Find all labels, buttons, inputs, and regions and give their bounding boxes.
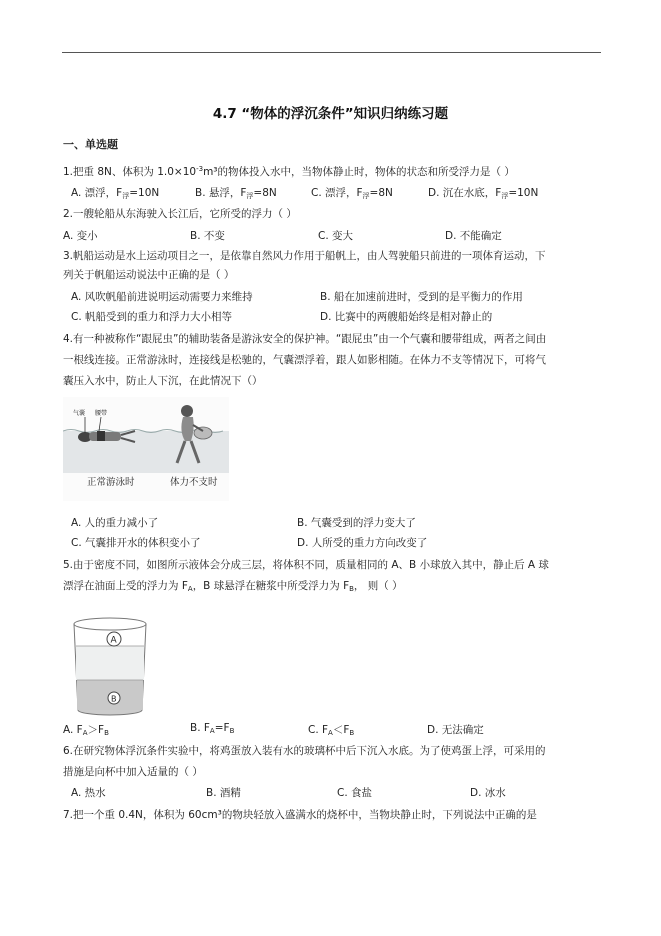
q1-option-a[interactable]: A. 漂浮，$F_浮=10N$ (71, 187, 160, 200)
question-4-line-1: 4.有一种被称作“跟屁虫”的辅助装备是游泳安全的保护神。“跟屁虫”由一个气囊和腰带组成，两者之间由 (63, 333, 547, 345)
belt-label: 腰带 (95, 410, 108, 417)
q2-option-a[interactable]: A. 变小 (63, 230, 98, 242)
ball-b-label: B (111, 694, 117, 704)
question-5-line-2: 漂浮在油面上受的浮力为 $F_A$，B 球悬浮在糖浆中所受浮力为 $F_B$， 则（ ） (63, 580, 403, 593)
q6-option-d[interactable]: D. 冰水 (470, 787, 506, 799)
q6-option-b[interactable]: B. 酒精 (206, 787, 241, 799)
question-6-line-1: 6.在研究物体浮沉条件实验中，将鸡蛋放入装有水的玻璃杯中后下沉入水底。为了使鸡蛋上浮，可采用的 (63, 745, 546, 757)
q2-option-d[interactable]: D. 不能确定 (445, 230, 502, 242)
question-2: 2.一艘轮船从东海驶入长江后，它所受的浮力（ ） (63, 208, 297, 220)
q3-option-b[interactable]: B. 船在加速前进时，受到的是平衡力的作用 (320, 291, 523, 303)
question-7: 7.把一个重 0.4N，体积为 60cm³的物块轻放入盛满水的烧杯中，当物块静止时，下列说法中正确的是 (63, 809, 537, 821)
question-3-line-1: 3.帆船运动是水上运动项目之一，是依靠自然风力作用于船帆上，由人驾驶船只前进的一项体育运动，下 (63, 250, 546, 262)
q1-option-b[interactable]: B. 悬浮，$F_浮=8N$ (195, 187, 277, 200)
airbag-label: 气囊 (73, 410, 86, 417)
q4-option-a[interactable]: A. 人的重力减小了 (71, 517, 159, 529)
q1-option-d[interactable]: D. 沉在水底，$F_浮=10N$ (428, 187, 539, 200)
q3-option-c[interactable]: C. 帆船受到的重力和浮力大小相等 (71, 311, 233, 323)
question-4-line-2: 一根线连接。正常游泳时，连接线是松驰的，气囊漂浮着，跟人如影相随。在体力不支等情况下，可将气 (63, 354, 546, 366)
header-rule (62, 52, 601, 53)
question-6-line-2: 措施是向杯中加入适量的（ ） (63, 766, 203, 778)
q6-option-c[interactable]: C. 食盐 (337, 787, 373, 799)
figure-caption-right: 体力不支时 (170, 477, 218, 488)
ball-a-label: A (110, 635, 117, 646)
figure-caption-left: 正常游泳时 (87, 477, 135, 488)
section-heading: 一、单选题 (63, 138, 118, 151)
q2-option-b[interactable]: B. 不变 (190, 230, 225, 242)
q4-option-c[interactable]: C. 气囊排开水的体积变小了 (71, 537, 201, 549)
q5-option-b[interactable]: B. $F_A=F_B$ (190, 722, 235, 735)
q3-option-d[interactable]: D. 比赛中的两艘船始终是相对静止的 (320, 311, 493, 323)
q2-option-c[interactable]: C. 变大 (318, 230, 354, 242)
q4-option-d[interactable]: D. 人所受的重力方向改变了 (297, 537, 428, 549)
q5-option-c[interactable]: C. $F_A<F_B$ (308, 724, 355, 737)
page-title: 4.7 “物体的浮沉条件”知识归纳练习题 (212, 106, 449, 122)
question-1: 1.把重 8N、体积为 $1.0\times 10^{-3}m^3$的物体投入水中，当物体静止时，物体的状态和所受浮力是（ ） (63, 165, 515, 178)
q5-option-d[interactable]: D. 无法确定 (427, 724, 484, 736)
q6-option-a[interactable]: A. 热水 (71, 787, 106, 799)
question-5-line-1: 5.由于密度不同，如图所示液体会分成三层，将体积不同，质量相同的 A、B 小球放入其中，静止后 A 球 (63, 559, 549, 571)
q5-option-a[interactable]: A. $F_A>F_B$ (63, 724, 109, 737)
question-3-line-2: 列关于帆船运动说法中正确的是（ ） (63, 269, 235, 281)
q1-option-c[interactable]: C. 漂浮，$F_浮=8N$ (311, 187, 393, 200)
q3-option-a[interactable]: A. 风吹帆船前进说明运动需要力来维持 (71, 291, 253, 303)
question-4-line-3: 囊压入水中，防止人下沉，在此情况下（） (63, 375, 263, 387)
beaker-figure (66, 614, 160, 718)
q4-option-b[interactable]: B. 气囊受到的浮力变大了 (297, 517, 416, 529)
